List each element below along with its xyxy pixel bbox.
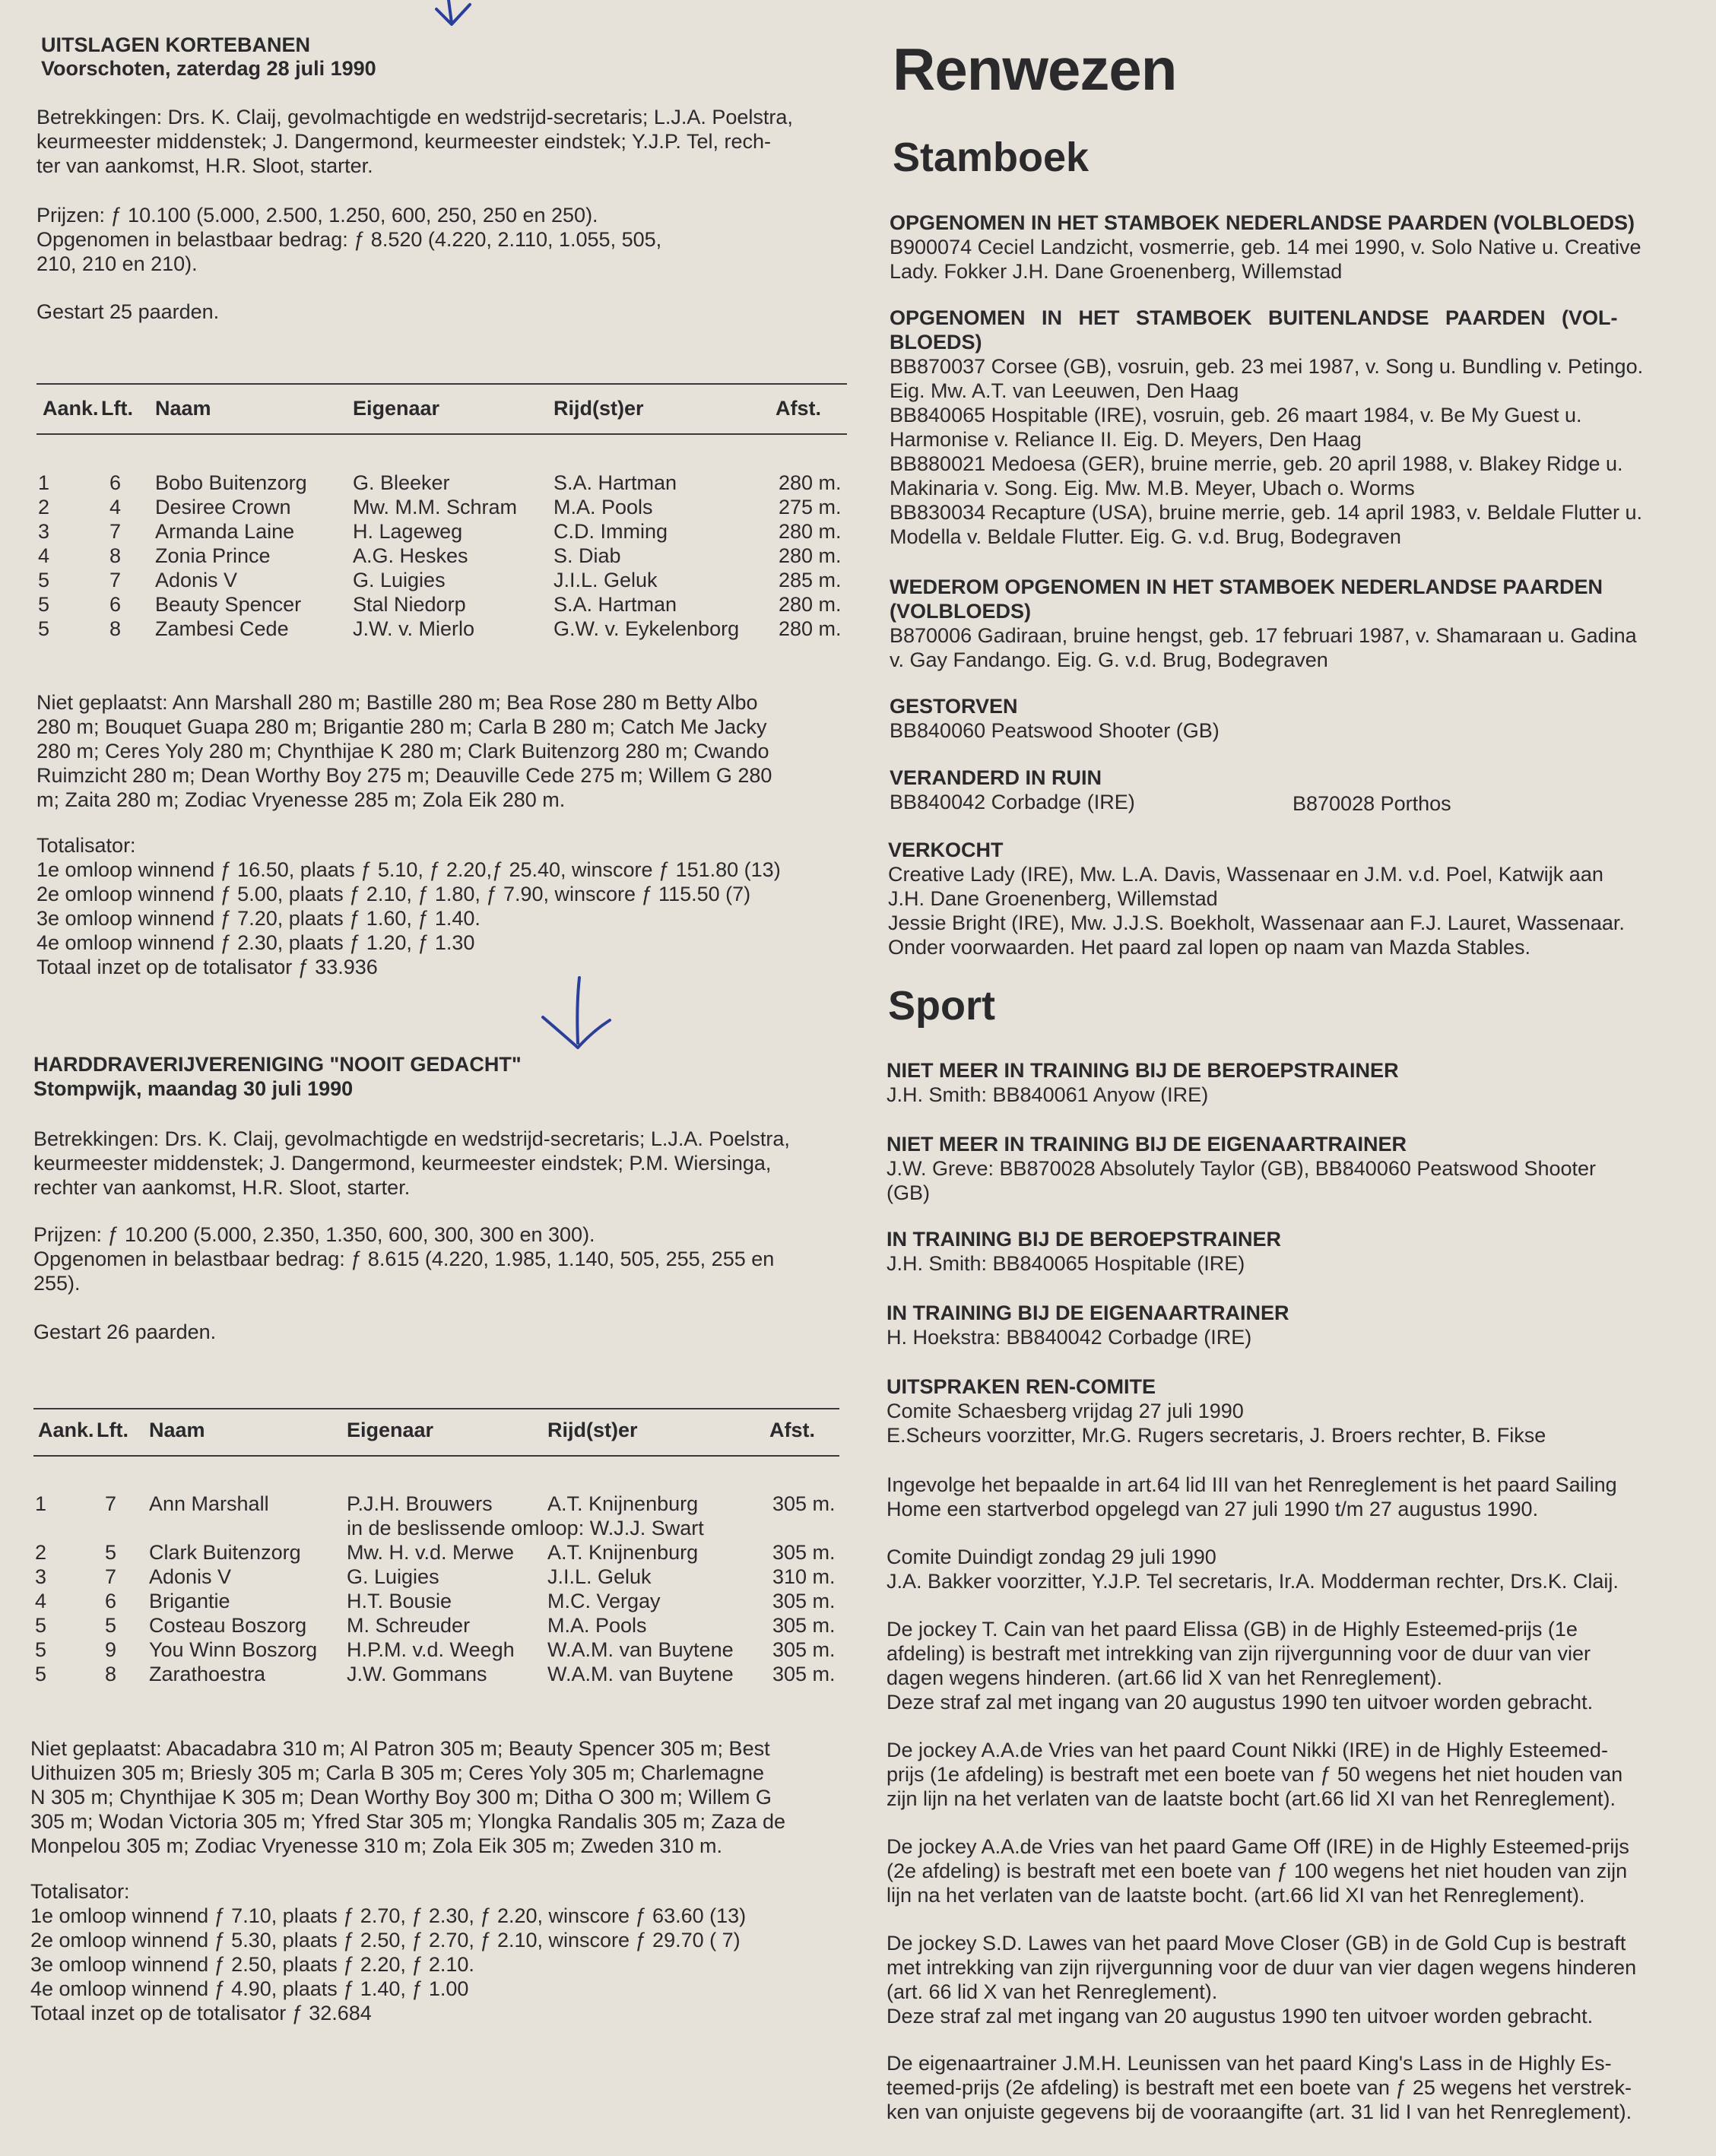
cell-naam: Costeau Boszorg xyxy=(149,1614,307,1637)
cell-eigenaar: A.G. Heskes xyxy=(353,544,468,567)
cell-naam: Beauty Spencer xyxy=(155,593,302,616)
cell-eigenaar: G. Bleeker xyxy=(353,471,450,494)
cell-aank: 3 xyxy=(38,520,50,543)
cell-aank: 5 xyxy=(38,569,50,591)
cell-eigenaar: M. Schreuder xyxy=(347,1614,471,1637)
cell-eigenaar: J.W. v. Mierlo xyxy=(353,617,475,640)
cell-aank: 2 xyxy=(38,496,50,518)
section-title: OPGENOMEN IN HET STAMBOEK BUITENLANDSE PAARDEN (VOL- BLOEDS) xyxy=(890,306,1618,354)
cell-aank: 4 xyxy=(38,544,50,567)
cell-naam: Brigantie xyxy=(149,1590,230,1612)
section-title: IN TRAINING BIJ DE EIGENAARTRAINER xyxy=(887,1302,1289,1324)
cell-aank: 5 xyxy=(35,1638,47,1661)
cell-eigenaar: H.T. Bousie xyxy=(347,1590,452,1612)
cell-lft: 5 xyxy=(105,1541,117,1564)
cell-afst: 310 m. xyxy=(772,1565,836,1588)
cell-lft: 8 xyxy=(109,544,122,567)
col-header-naam: Naam xyxy=(149,1419,205,1441)
race1-subtitle: Voorschoten, zaterdag 28 juli 1990 xyxy=(41,57,376,80)
cell-naam: Adonis V xyxy=(155,569,238,591)
cell-eigenaar: Stal Niedorp xyxy=(353,593,466,616)
col-header-eigenaar: Eigenaar xyxy=(347,1419,434,1441)
section-text: BB840060 Peatswood Shooter (GB) xyxy=(890,719,1220,742)
cell-rijder: J.I.L. Geluk xyxy=(553,569,658,591)
cell-afst: 305 m. xyxy=(772,1638,836,1661)
handwritten-arrow-icon xyxy=(534,975,617,1058)
cell-rijder: A.T. Knijnenburg xyxy=(547,1541,699,1564)
race2-table-top-rule xyxy=(33,1408,839,1409)
cell-afst: 280 m. xyxy=(779,617,842,640)
cell-aank: 4 xyxy=(35,1590,47,1612)
race1-table-top-rule xyxy=(36,383,847,385)
cell-naam: Desiree Crown xyxy=(155,496,291,518)
cell-naam: Armanda Laine xyxy=(155,520,295,543)
page-title: Renwezen xyxy=(893,36,1177,103)
cell-rijder: J.I.L. Geluk xyxy=(547,1565,652,1588)
section-text: H. Hoekstra: BB840042 Corbadge (IRE) xyxy=(887,1326,1252,1349)
cell-naam: Bobo Buitenzorg xyxy=(155,471,307,494)
cell-eigenaar: G. Luigies xyxy=(347,1565,439,1588)
cell-afst: 285 m. xyxy=(779,569,842,591)
section-text: BB840042 Corbadge (IRE) xyxy=(890,791,1135,813)
cell-afst: 305 m. xyxy=(772,1541,836,1564)
section-text: B870028 Porthos xyxy=(1293,792,1451,815)
col-header-eigenaar: Eigenaar xyxy=(353,397,440,420)
cell-eigenaar: G. Luigies xyxy=(353,569,446,591)
section-title: VERANDERD IN RUIN xyxy=(890,766,1102,789)
cell-eigenaar: J.W. Gommans xyxy=(347,1663,487,1685)
race2-prijzen: Prijzen: ƒ 10.200 (5.000, 2.350, 1.350, 600, 300, 300 en 300). Opgenomen in belastbaar bedrag: ƒ 8.615 (4.220, 1.985, 1.140, 505, 255, 255 en 255). xyxy=(33,1223,775,1295)
cell-afst: 280 m. xyxy=(779,520,842,543)
cell-rijder: M.A. Pools xyxy=(553,496,653,518)
cell-aank: 5 xyxy=(35,1663,47,1685)
stamboek-heading: Stamboek xyxy=(893,135,1090,180)
race1-title: UITSLAGEN KORTEBANEN xyxy=(41,33,311,56)
cell-rijder: M.C. Vergay xyxy=(547,1590,661,1612)
ruling-paragraph: Ingevolge het bepaalde in art.64 lid III van het Renreglement is het paard Sailing Home een startverbod opgelegd van 27 juli 1990 t/m 27 augustus 1990. xyxy=(887,1473,1617,1520)
cell-eigenaar: Mw. M.M. Schram xyxy=(353,496,518,518)
col-header-aank: Aank. xyxy=(43,397,99,420)
col-header-afst: Afst. xyxy=(769,1419,815,1441)
cell-lft: 7 xyxy=(109,569,122,591)
cell-rijder: S.A. Hartman xyxy=(553,471,677,494)
cell-naam: Adonis V xyxy=(149,1565,232,1588)
cell-rijder: S.A. Hartman xyxy=(553,593,677,616)
cell-aank: 5 xyxy=(35,1614,47,1637)
cell-rijder: A.T. Knijnenburg xyxy=(547,1492,699,1515)
section-title: NIET MEER IN TRAINING BIJ DE BEROEPSTRAINER xyxy=(887,1059,1399,1082)
section-text: Creative Lady (IRE), Mw. L.A. Davis, Wassenaar en J.M. v.d. Poel, Katwijk aan J.H. Dane Groenenberg, Willemstad Jessie Bright (IRE), Mw. J.J.S. Boekholt, Wassenaar aan F.J. Lauret, Wassenaar. Onder voorwaarden. Het paard zal lopen op naam van Mazda Stables. xyxy=(888,863,1625,959)
section-text: BB870037 Corsee (GB), vosruin, geb. 23 mei 1987, v. Song u. Bundling v. Petingo. Eig. Mw. A.T. van Leeuwen, Den Haag BB840065 Hospitable (IRE), vosruin, geb. 26 maart 1984, v. Be My Guest u. Harmonise v. Reliance II. Eig. D. Meyers, Den Haag BB880021 Medoesa (GER), bruine merrie, geb. 20 april 1988, v. Blakey Ridge u. Makinaria v. Song. Eig. Mw. M.B. Meyer, Ubach o. Worms BB830034 Recapture (USA), bruine merrie, geb. 14 april 1983, v. Beldale Flutter u. Modella v. Beldale Flutter. Eig. G. v.d. Brug, Bodegraven xyxy=(890,355,1644,548)
cell-naam: Ann Marshall xyxy=(149,1492,269,1515)
col-header-rijder: Rijd(st)er xyxy=(553,397,644,420)
ruling-paragraph: De jockey A.A.de Vries van het paard Game Off (IRE) in de Highly Esteemed-prijs (2e afdeling) is bestraft met een boete van ƒ 100 wegens het niet houden van zijn lijn na het verlaten van de laatste bocht. (art.66 lid XI van het Renreglement). xyxy=(887,1835,1629,1907)
race2-title: HARDDRAVERIJVERENIGING "NOOIT GEDACHT" xyxy=(33,1053,522,1076)
race1-table-header-rule xyxy=(36,433,847,435)
cell-lft: 8 xyxy=(105,1663,117,1685)
section-text: B900074 Ceciel Landzicht, vosmerrie, geb. 14 mei 1990, v. Solo Native u. Creative Lady. Fokker J.H. Dane Groenenberg, Willemstad xyxy=(890,236,1641,283)
cell-lft: 6 xyxy=(109,593,122,616)
beslissende-omloop-note: in de beslissende omloop: W.J.J. Swart xyxy=(347,1517,704,1539)
cell-afst: 275 m. xyxy=(779,496,842,518)
cell-lft: 8 xyxy=(109,617,122,640)
cell-afst: 305 m. xyxy=(772,1590,836,1612)
section-text: B870006 Gadiraan, bruine hengst, geb. 17 februari 1987, v. Shamaraan u. Gadina v. Gay Fandango. Eig. G. v.d. Brug, Bodegraven xyxy=(890,624,1637,671)
sport-heading: Sport xyxy=(888,983,995,1029)
ruling-paragraph: Comite Duindigt zondag 29 juli 1990 J.A. Bakker voorzitter, Y.J.P. Tel secretaris, Ir.A. Modderman rechter, Drs.K. Claij. xyxy=(887,1546,1619,1593)
cell-lft: 4 xyxy=(109,496,122,518)
section-title: IN TRAINING BIJ DE BEROEPSTRAINER xyxy=(887,1228,1282,1251)
cell-lft: 7 xyxy=(105,1492,117,1515)
cell-aank: 1 xyxy=(35,1492,47,1515)
cell-eigenaar: H.P.M. v.d. Weegh xyxy=(347,1638,515,1661)
cell-afst: 280 m. xyxy=(779,593,842,616)
cell-naam: Clark Buitenzorg xyxy=(149,1541,301,1564)
race1-prijzen: Prijzen: ƒ 10.100 (5.000, 2.500, 1.250, 600, 250, 250 en 250). Opgenomen in belastbaar bedrag: ƒ 8.520 (4.220, 2.110, 1.055, 505, 210, 210 en 210). xyxy=(36,204,662,275)
col-header-naam: Naam xyxy=(155,397,211,420)
ruling-paragraph: De eigenaartrainer J.M.H. Leunissen van het paard King's Lass in de Highly Es- teemed-prijs (2e afdeling) is bestraft met een boete van ƒ 25 wegens het verstrek- ken van onjuiste gegevens bij de vooraangifte (art. 31 lid I van het Renreglement). xyxy=(887,2052,1632,2123)
section-text: J.W. Greve: BB870028 Absolutely Taylor (GB), BB840060 Peatswood Shooter (GB) xyxy=(887,1157,1597,1204)
cell-lft: 9 xyxy=(105,1638,117,1661)
race2-totalisator: Totalisator: 1e omloop winnend ƒ 7.10, plaats ƒ 2.70, ƒ 2.30, ƒ 2.20, winscore ƒ 63.60 (13) 2e omloop winnend ƒ 5.30, plaats ƒ 2.50, ƒ 2.70, ƒ 2.10, winscore ƒ 29.70 ( 7) 3e omloop winnend ƒ 2.50, plaats ƒ 2.20, ƒ 2.10. 4e omloop winnend ƒ 4.90, plaats ƒ 1.40, ƒ 1.00 Totaal inzet op de totalisator ƒ 32.684 xyxy=(30,1880,747,2024)
section-text: J.H. Smith: BB840065 Hospitable (IRE) xyxy=(887,1252,1245,1275)
cell-lft: 6 xyxy=(105,1590,117,1612)
col-header-rijder: Rijd(st)er xyxy=(547,1419,638,1441)
race2-subtitle: Stompwijk, maandag 30 juli 1990 xyxy=(33,1077,354,1100)
cell-rijder: G.W. v. Eykelenborg xyxy=(553,617,740,640)
cell-aank: 1 xyxy=(38,471,50,494)
cell-lft: 7 xyxy=(105,1565,117,1588)
cell-naam: You Winn Boszorg xyxy=(149,1638,318,1661)
handwritten-arrow-icon xyxy=(426,0,479,30)
section-text: J.H. Smith: BB840061 Anyow (IRE) xyxy=(887,1083,1209,1106)
ruling-paragraph: De jockey A.A.de Vries van het paard Count Nikki (IRE) in de Highly Esteemed- prijs (1e afdeling) is bestraft met een boete van ƒ 50 wegens het niet houden van zijn lijn na het verlaten van de laatste bocht (art.66 lid XI van het Renreglement). xyxy=(887,1739,1623,1810)
col-header-afst: Afst. xyxy=(776,397,821,420)
cell-afst: 305 m. xyxy=(772,1614,836,1637)
race2-gestart: Gestart 26 paarden. xyxy=(33,1321,217,1343)
cell-aank: 5 xyxy=(38,617,50,640)
cell-lft: 7 xyxy=(109,520,122,543)
section-title: VERKOCHT xyxy=(888,839,1004,861)
section-title: GESTORVEN xyxy=(890,695,1018,718)
section-title: WEDEROM OPGENOMEN IN HET STAMBOEK NEDERLANDSE PAARDEN (VOLBLOEDS) xyxy=(890,575,1603,623)
col-header-aank: Aank. xyxy=(38,1419,94,1441)
cell-rijder: S. Diab xyxy=(553,544,621,567)
cell-lft: 6 xyxy=(109,471,122,494)
race2-niet-geplaatst: Niet geplaatst: Abacadabra 310 m; Al Patron 305 m; Beauty Spencer 305 m; Best Uithuizen 305 m; Briesly 305 m; Carla B 305 m; Ceres Yoly 305 m; Charlemagne N 305 m; Chynthijae K 305 m; Dean Worthy Boy 300 m; Ditha O 300 m; Willem G 305 m; Wodan Victoria 305 m; Yfred Star 305 m; Ylongka Randalis 305 m; Zaza de Monpelou 305 m; Zodiac Vryenesse 310 m; Zola Eik 305 m; Zweden 310 m. xyxy=(30,1737,786,1857)
race1-betrekkingen: Betrekkingen: Drs. K. Claij, gevolmachtigde en wedstrijd-secretaris; L.J.A. Poelstra, keurmeester middenstek; J. Dangermond, keurmeester eindstek; Y.J.P. Tel, rech- ter van aankomst, H.R. Sloot, starter. xyxy=(36,106,793,177)
col-header-lft: Lft. xyxy=(101,397,133,420)
race2-betrekkingen: Betrekkingen: Drs. K. Claij, gevolmachtigde en wedstrijd-secretaris; L.J.A. Poelstra, keurmeester middenstek; J. Dangermond, keurmeester eindstek; P.M. Wiersinga, rechter van aankomst, H.R. Sloot, starter. xyxy=(33,1127,790,1199)
cell-rijder: C.D. Imming xyxy=(553,520,668,543)
cell-rijder: W.A.M. van Buytene xyxy=(547,1663,734,1685)
cell-eigenaar: H. Lageweg xyxy=(353,520,463,543)
cell-rijder: W.A.M. van Buytene xyxy=(547,1638,734,1661)
cell-afst: 280 m. xyxy=(779,471,842,494)
cell-afst: 280 m. xyxy=(779,544,842,567)
section-title: NIET MEER IN TRAINING BIJ DE EIGENAARTRAINER xyxy=(887,1133,1407,1156)
cell-naam: Zambesi Cede xyxy=(155,617,289,640)
ruling-paragraph: De jockey S.D. Lawes van het paard Move Closer (GB) in de Gold Cup is bestraft met intrekking van zijn rijvergunning voor de duur van vier dagen wegens hinderen (art. 66 lid X van het Renreglement). Deze straf zal met ingang van 20 augustus 1990 ten uitvoer worden gebracht. xyxy=(887,1932,1637,2028)
col-header-lft: Lft. xyxy=(97,1419,128,1441)
cell-aank: 2 xyxy=(35,1541,47,1564)
section-text: Comite Schaesberg vrijdag 27 juli 1990 E.Scheurs voorzitter, Mr.G. Rugers secretaris, J. Broers rechter, B. Fikse xyxy=(887,1400,1546,1447)
race1-totalisator: Totalisator: 1e omloop winnend ƒ 16.50, plaats ƒ 5.10, ƒ 2.20,ƒ 25.40, winscore ƒ 151.80 (13) 2e omloop winnend ƒ 5.00, plaats ƒ 2.10, ƒ 1.80, ƒ 7.90, winscore ƒ 115.50 (7) 3e omloop winnend ƒ 7.20, plaats ƒ 1.60, ƒ 1.40. 4e omloop winnend ƒ 2.30, plaats ƒ 1.20, ƒ 1.30 Totaal inzet op de totalisator ƒ 33.936 xyxy=(36,834,781,978)
section-title: UITSPRAKEN REN-COMITE xyxy=(887,1375,1156,1398)
race2-table-header-rule xyxy=(33,1455,839,1457)
cell-afst: 305 m. xyxy=(772,1492,836,1515)
cell-eigenaar: Mw. H. v.d. Merwe xyxy=(347,1541,515,1564)
cell-eigenaar: P.J.H. Brouwers xyxy=(347,1492,493,1515)
section-title: OPGENOMEN IN HET STAMBOEK NEDERLANDSE PAARDEN (VOLBLOEDS) xyxy=(890,211,1635,234)
cell-naam: Zarathoestra xyxy=(149,1663,266,1685)
cell-rijder: M.A. Pools xyxy=(547,1614,647,1637)
race1-niet-geplaatst: Niet geplaatst: Ann Marshall 280 m; Bastille 280 m; Bea Rose 280 m Betty Albo 280 m; Bouquet Guapa 280 m; Brigantie 280 m; Carla B 280 m; Catch Me Jacky 280 m; Ceres Yoly 280 m; Chynthijae K 280 m; Clark Buitenzorg 280 m; Cwando Ruimzicht 280 m; Dean Worthy Boy 275 m; Deauville Cede 275 m; Willem G 280 m; Zaita 280 m; Zodiac Vryenesse 285 m; Zola Eik 280 m. xyxy=(36,691,772,811)
cell-aank: 3 xyxy=(35,1565,47,1588)
race1-gestart: Gestart 25 paarden. xyxy=(36,300,220,323)
cell-aank: 5 xyxy=(38,593,50,616)
cell-lft: 5 xyxy=(105,1614,117,1637)
cell-naam: Zonia Prince xyxy=(155,544,271,567)
ruling-paragraph: De jockey T. Cain van het paard Elissa (GB) in de Highly Esteemed-prijs (1e afdeling) is bestraft met intrekking van zijn rijvergunning voor de duur van vier dagen wegens hinderen. (art.66 lid X van het Renreglement). Deze straf zal met ingang van 20 augustus 1990 ten uitvoer worden gebracht. xyxy=(887,1618,1594,1714)
cell-afst: 305 m. xyxy=(772,1663,836,1685)
